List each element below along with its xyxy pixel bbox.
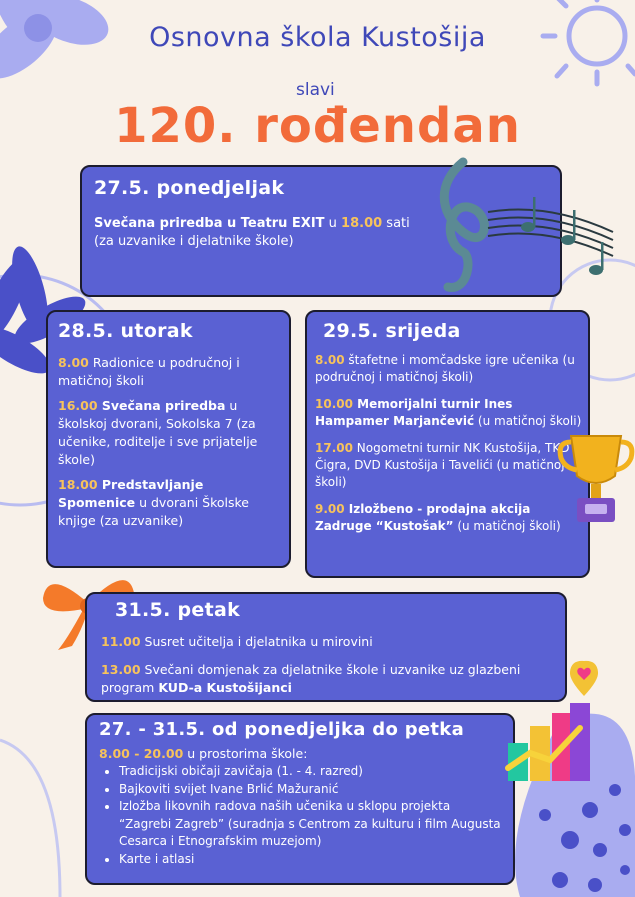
event-time: 16.00 [58, 398, 98, 413]
heart-pin-icon [567, 658, 601, 698]
week-time: 8.00 - 20.00 [99, 746, 184, 761]
list-item: • Bajkoviti svijet Ivane Brlić Mažuranić [119, 781, 501, 799]
card-friday [85, 592, 567, 702]
birthday-title: 120. rođendan [114, 98, 521, 154]
monday-event-title: Svečana priredba u Teatru EXIT [94, 216, 325, 231]
card-friday-title: 31.5. petak [115, 599, 241, 621]
list-item: • Tradicijski običaji zavičaja (1. - 4. razred) [119, 763, 501, 781]
card-monday-title: 27.5. ponedjeljak [94, 177, 285, 199]
monday-event-end: sati [382, 216, 410, 231]
card-week [85, 713, 515, 885]
event-text: u dvorani Školske knjige (za uzvanike) [58, 495, 249, 528]
event-text: (u matičnoj školi) [453, 519, 561, 533]
list-item: • Karte i atlasi [119, 851, 501, 869]
week-intro-text: u prostorima škole: [183, 746, 308, 761]
card-week-title: 27. - 31.5. od ponedjeljka do petka [99, 719, 465, 740]
wednesday-event [315, 501, 585, 535]
event-text: Nogometni turnir NK Kustošija, TKD Čigra, DVD Kustošija i Tavelići (u matičnoj školi) [315, 441, 570, 489]
event-time: 9.00 [315, 502, 345, 516]
card-wednesday-title: 29.5. srijeda [323, 320, 461, 342]
card-tuesday [46, 310, 291, 568]
card-wednesday [305, 310, 590, 578]
monday-event-mid: u [324, 216, 342, 231]
week-intro [99, 745, 501, 763]
event-time: 8.00 [315, 353, 345, 367]
card-tuesday-title: 28.5. utorak [58, 320, 193, 342]
event-time: 18.00 [58, 477, 98, 492]
event-time: 11.00 [101, 634, 141, 649]
wednesday-event [315, 440, 570, 491]
event-text: štafetne i momčadske igre učenika (u područnoj i matičnoj školi) [315, 353, 575, 384]
event-time: 8.00 [58, 355, 89, 370]
tuesday-event [58, 354, 279, 390]
list-item: • Izložba likovnih radova naših učenika u sklopu projekta “Zagrebi Zagreb” (suradnja s Centrom za kulturu i film Augusta Cesarca i Etnografskim muzejom) [119, 798, 501, 851]
tuesday-event [58, 397, 279, 469]
friday-event-2 [101, 661, 551, 697]
event-time: 13.00 [101, 662, 141, 677]
event-text: u školskoj dvorani, Sokolska 7 (za učenike, roditelje i sve prijatelje škole) [58, 398, 258, 467]
event-text: Svečani domjenak za djelatnike škole i uzvanike uz glazbeni program [101, 662, 521, 695]
event-title: KUD-a Kustošijanci [158, 680, 292, 695]
event-title: Predstavljanje Spomenice [58, 477, 204, 510]
event-text: Radionice u područnoj i matičnoj školi [58, 355, 240, 388]
slavi-label: slavi [296, 80, 335, 100]
event-title: Izložbeno - prodajna akcija Zadruge “Kustošak” [315, 502, 531, 533]
school-name: Osnovna škola Kustošija [149, 22, 486, 53]
wednesday-event [315, 352, 580, 386]
monday-event-time: 18.00 [341, 216, 383, 231]
tuesday-events [58, 354, 279, 530]
bar-chart-icon [500, 698, 595, 788]
music-notes-icon [418, 152, 618, 302]
wednesday-event [315, 396, 585, 430]
event-time: 10.00 [315, 397, 353, 411]
event-text: Susret učitelja i djelatnika u mirovini [140, 634, 373, 649]
event-title: Memorijalni turnir Ines Hampamer Marjančević [315, 397, 513, 428]
event-title: Svečana priredba [97, 398, 226, 413]
monday-event-note: (za uzvanike i djelatnike škole) [94, 234, 294, 249]
tuesday-event [58, 476, 279, 530]
week-list [99, 763, 501, 868]
event-time: 17.00 [315, 441, 353, 455]
event-text: (u matičnoj školi) [474, 414, 582, 428]
friday-event-1 [101, 633, 551, 651]
wednesday-events [315, 352, 580, 535]
trophy-icon [557, 428, 635, 528]
arc-bottom-left [0, 740, 60, 897]
